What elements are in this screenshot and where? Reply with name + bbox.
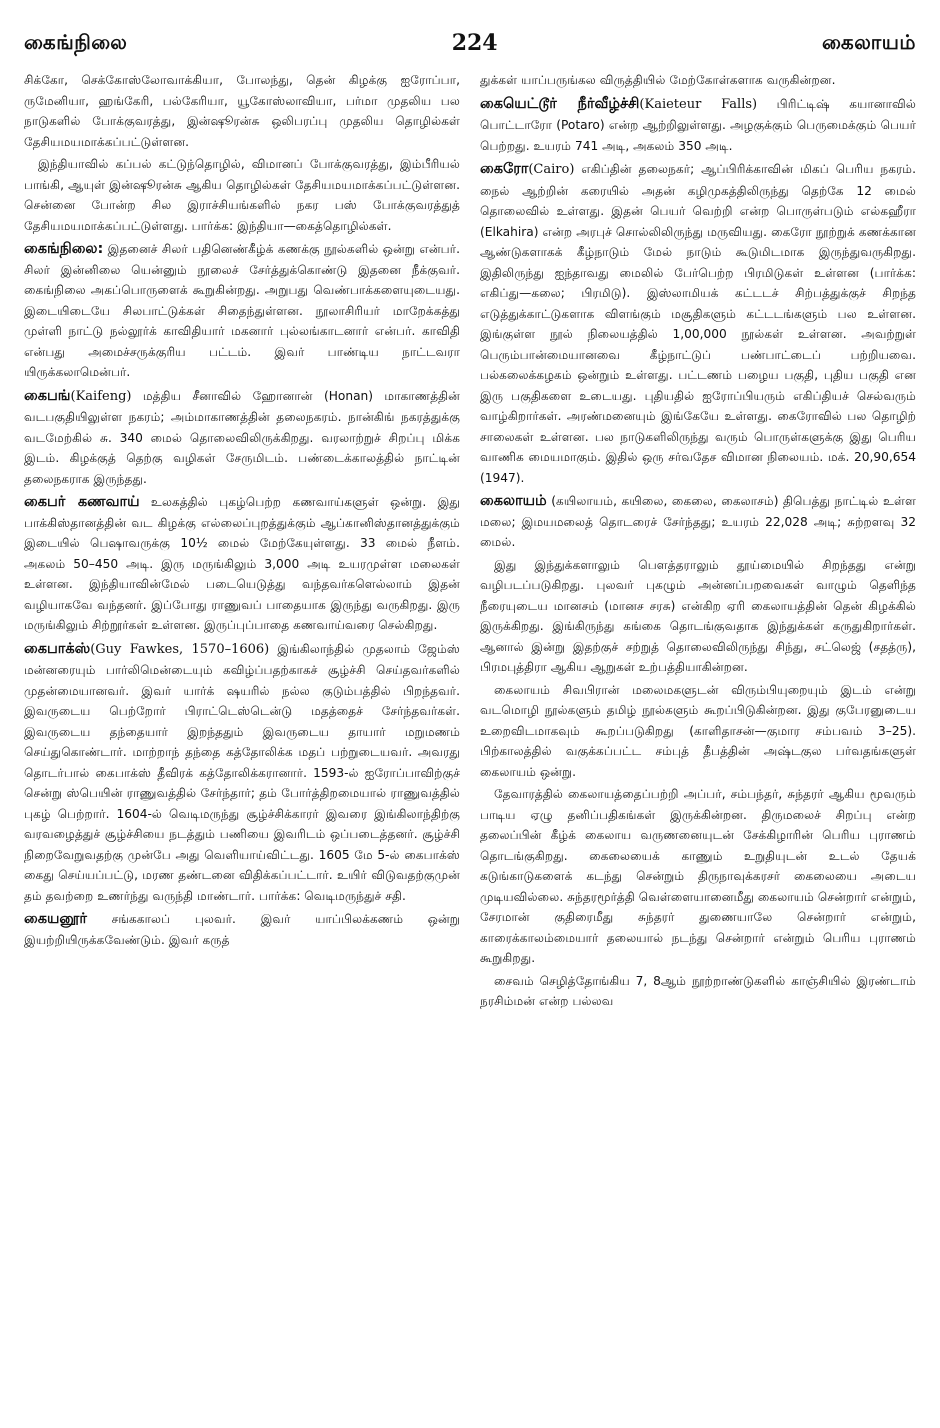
entry-body: சங்ககாலப் புலவர். இவர் யாப்பிலக்கணம் ஒன்று இயற்றியிருக்கவேண்டும். இவர் கருத்	[24, 912, 460, 947]
entry-headword: கைரோ	[480, 161, 529, 177]
left-column	[24, 70, 460, 1410]
continued-paragraph: சிக்கோ, செக்கோஸ்லோவாக்கியா, போலந்து, தென் கிழக்கு ஐரோப்பா, ருமேனியா, ஹங்கேரி, பல்கேரியா, யூகோஸ்லாவியா, பர்மா முதலிய பல நாடுகளில் போக்குவரத்து, இன்ஷூரன்சு ஒலிபரப்பு முதலிய தொழில்கள் தேசியமயமாக்கப்பட்டுள்ளன.	[24, 73, 460, 149]
entry-headword: கைங்நிலை:	[24, 241, 104, 257]
paragraph: கைலாயம் சிவபிரான் மலைமகளுடன் விரும்பியுறையும் இடம் என்று வடமொழி நூல்களும் தமிழ் நூல்களும் கூறப்பிடுகின்றன. இது குபேரனுடைய உறைவிடமாகவும் கூறப்படுகிறது (காளிதாசன்—குமார சம்பவம் 3–25). பிற்காலத்தில் வகுக்கப்பட்ட சம்புத் தீபத்தின் அஷ்டகுல பர்வதங்களுள் கைலாயம் ஒன்று.	[480, 682, 916, 779]
entry-headword: கைலாயம்	[480, 493, 547, 509]
page-header	[24, 26, 916, 60]
continued-paragraph: துக்கள் யாப்பருங்கல விருத்தியில் மேற்கோள்களாக வருகின்றன.	[480, 73, 836, 87]
encyclopedia-entry	[24, 909, 460, 950]
paragraph: சைவம் செழித்தோங்கிய 7, 8ஆம் நூற்றாண்டுகளில் காஞ்சியில் இரண்டாம் நரசிம்மன் என்ற பல்லவ	[480, 973, 916, 1008]
paragraph: இது இந்துக்களாலும் பௌத்தராலும் தூய்மையில் சிறந்தது என்று வழிபடப்படுகிறது. புலவர் புகழும் அன்னப்பறவைகள் வாழும் தெளிந்த நீரையுடைய மானசம் (மானச சரசு) என்கிற ஏரி கைலாயத்தின் தென் கிழக்கில் இருக்கிறது. இங்கிருந்து கங்கை தொடங்குவதாக இந்துக்கள் கருதுகிறார்கள். ஆனால் இன்று இதற்குச் சற்றுத் தொலைவிலிருந்து சிந்து, சட்லெஜ் (சதத்ரு), பிரமபுத்திரா ஆகிய ஆறுகள் உற்பத்தியாகின்றன.	[480, 557, 916, 674]
entry-headword: கைபங்	[24, 387, 71, 404]
encyclopedia-entry	[480, 159, 916, 488]
entry-body: (கயிலாயம், கயிலை, கைலை, கைலாசம்) திபெத்து நாட்டில் உள்ள மலை; இமயமலைத் தொடரைச் சேர்ந்தது; உயரம் 22,028 அடி; சுற்றளவு 32 மைல்.	[480, 494, 916, 549]
right-column	[480, 70, 916, 1410]
entry-body: எகிப்தின் தலைநகர்; ஆப்பிரிக்காவின் மிகப் பெரிய நகரம். நைல் ஆற்றின் கரையில் அதன் கழிமுகத்திலிருந்து தெற்கே 12 மைல் தொலைவில் உள்ளது. இதன் பெயர் வெற்றி என்ற பொருள்படும் எல்கஹீரா (Elkahira) என்ற அரபுச் சொல்லிலிருந்து மருவியது. கைரோ நூற்றுக் கணக்கான ஆண்டுகளாகக் கீழ்நாடும் மேல் நாடும் கூடுமிடமாக இருந்துவருகிறது. இதிலிருந்து ஐந்தாவது மைலில் பேர்பெற்ற பிரமிடுகள் உள்ளன (பார்க்க: எகிப்து—கலை; பிரமிடு). இஸ்லாமியக் கட்டடச் சிற்பத்துக்குச் சிறந்த எடுத்துக்காட்டுகளாக விளங்கும் மசூதிகளும் கட்டடங்களும் பல உள்ளன. இங்குள்ள நூல் நிலையத்தில் 1,00,000 நூல்கள் உள்ளன. அவற்றுள் பெரும்பான்மையானவை கீழ்நாட்டுப் பண்பாட்டைப் பற்றியவை. பல்கலைக்கழகம் ஒன்றும் உள்ளது. பட்டணம் பழைய பகுதி, புதிய பகுதி என இரு பகுதிகளை உடையது. புதியதில் ஐரோப்பியரும் எகிப்தியச் செல்வரும் வாழ்கிறார்கள். அரண்மனையும் இங்கேயே உள்ளது. கைரோவில் பல தொழிற் சாலைகள் உள்ளன. பல நாடுகளிலிருந்து வரும் பொருள்களுக்கு இது பெரிய வாணிக மையமாகும். இதில் ஒரு சர்வதேச விமான நிலையம். மக். 20,90,654 (1947).	[480, 162, 916, 485]
paragraph: இந்தியாவில் கப்பல் கட்டுந்தொழில், விமானப் போக்குவரத்து, இம்பீரியல் பாங்கி, ஆயுள் இன்ஷூரன்சு ஆகிய தொழில்கள் தேசியமயமாக்கப்பட்டுள்ளன. சென்னை போன்ற சில இராச்சியங்களில் நகர பஸ் போக்குவரத்துத் தேசியமயமாக்கப்பட்டுள்ளது. பார்க்க: இந்தியா—கைத்தொழில்கள்.	[24, 157, 460, 233]
entry-headword: கைபாக்ஸ்	[24, 640, 91, 657]
entry-latin-name: (Guy Fawkes, 1570–1606)	[90, 641, 270, 657]
encyclopedia-entry	[24, 239, 460, 383]
encyclopedia-entry	[480, 491, 916, 553]
encyclopedia-entry	[480, 94, 916, 157]
encyclopedia-entry	[24, 386, 460, 490]
page-number: 224	[451, 30, 498, 56]
entry-latin-name: (Kaieteur Falls)	[639, 96, 758, 112]
entry-headword: கையெட்டூர் நீர்வீழ்ச்சி	[480, 95, 640, 112]
encyclopedia-entry	[24, 492, 460, 636]
paragraph: தேவாரத்தில் கைலாயத்தைப்பற்றி அப்பர், சம்பந்தர், சுந்தரர் ஆகிய மூவரும் பாடிய ஏழு தனிப்பதிகங்கள் இருக்கின்றன. திருமலைச் சிறப்பு என்ற தலைப்பின் கீழ்க் கைலாய வருணனையுடன் சேக்கிழாரின் பெரிய புராணம் தொடங்குகிறது. கைலையைக் காணும் உறுதியுடன் உடல் தேயக் கடுங்காடுகளைக் கடந்து சென்றும் திருநாவுக்கரசர் கைலையை அடைய முடியவில்லை. சுந்தரமூர்த்தி வெள்ளையானைமீது கைலாயம் சென்றார் என்றும், சேரமான் குதிரைமீது சுந்தரர் துணையாலே சென்றார் என்றும், காரைக்காலம்மையார் தலையால் நடந்து சென்றார் என்றும் பெரிய புராணம் கூறுகிறது.	[480, 787, 916, 965]
entry-headword: கைபர் கணவாய்	[24, 494, 140, 510]
encyclopedia-entry	[24, 639, 460, 907]
entry-headword: கையனூர்	[24, 911, 87, 927]
entry-body: இங்கிலாந்தில் முதலாம் ஜேம்ஸ் மன்னரையும் பார்லிமென்டையும் கவிழ்ப்பதற்காகச் சூழ்ச்சி செய்தவர்களில் முதன்மையானவர். இவர் யார்க் ஷயரில் நல்ல குடும்பத்தில் பிறந்தவர். இவருடைய பெற்றோர் பிராட்டெஸ்டென்டு மதத்தைச் சேர்ந்தவர்கள். இவருடைய தந்தையார் இறந்ததும் இவருடைய தாயார் மறுமணம் செய்துகொண்டார். மாற்றாந் தந்தை கத்தோலிக்க மதப் பற்றுடையவர். அவரது தொடர்பால் கைபாக்ஸ் தீவிரக் கத்தோலிக்கரானார். 1593-ல் ஐரோப்பாவிற்குச் சென்று ஸ்பெயின் ராணுவத்தில் சேர்ந்தார்; தம் போர்த்திறமையால் ராணுவத்தில் புகழ் பெற்றார். 1604-ல் வெடிமருந்து சூழ்ச்சிக்காரர் இவரை இங்கிலாந்திற்கு வரவழைத்துச் சூழ்ச்சியை நடத்தும் பணியை இவரிடம் ஒப்படைத்தனர். சூழ்ச்சி நிறைவேறுவதற்கு முன்பே அது வெளியாய்விட்டது. 1605 மே 5-ல் கைபாக்ஸ் கைது செய்யப்பட்டு, மரண தண்டனை விதிக்கப்பட்டார். உயிர் விடுவதற்குமுன் தம் தவற்றை உணர்ந்து வருந்தி மாண்டார். பார்க்க: வெடிமருந்துச் சதி.	[24, 641, 460, 903]
text-columns	[24, 70, 916, 1410]
entry-latin-name: (Kaifeng)	[70, 388, 132, 404]
header-right-guide-word: கைலாயம்	[821, 29, 916, 54]
entry-latin-name: (Cairo)	[528, 162, 575, 177]
header-left-guide-word: கைங்நிலை	[24, 29, 128, 54]
entry-body: உலகத்தில் புகழ்பெற்ற கணவாய்களுள் ஒன்று. இது பாக்கிஸ்தானத்தின் வட கிழக்கு எல்லைப்புறத்துக்கும் ஆப்கானிஸ்தானத்துக்கும் இடையில் பெஷாவருக்கு 10½ மைல் மேற்கேயுள்ளது. 33 மைல் நீளம். அகலம் 50–450 அடி. இரு மருங்கிலும் 3,000 அடி உயரமுள்ள மலைகள் உள்ளன. இந்தியாவின்மேல் படையெடுத்து வந்தவர்களெல்லாம் இதன் வழியாகவே வந்தனர். இப்போது ராணுவப் பாதையாக இருந்து வருகிறது. இரு மருங்கிலும் சிற்றூர்கள் உள்ளன. இருப்புப்பாதை கணவாய்வரை செல்கிறது.	[24, 495, 460, 632]
entry-body: மத்திய சீனாவில் ஹோனான் (Honan) மாகாணத்தின் வடபகுதியிலுள்ள நகரம்; அம்மாகாணத்தின் தலைநகரம். நான்கிங் நகரத்துக்கு வடமேற்கில் சு. 340 மைல் தொலைவிலிருக்கிறது. வரலாற்றுச் சிறப்பு மிக்க இடம். கிழக்குத் தெற்கு வழிகள் சேருமிடம். பண்டைக்காலத்தில் நாட்டின் தலைநகராக இருந்தது.	[24, 388, 460, 486]
entry-body: பிரிட்டிஷ் கயானாவில் பொட்டாரோ (Potaro) என்ற ஆற்றிலுள்ளது. அழகுக்கும் பெருமைக்கும் பெயர் பெற்றது. உயரம் 741 அடி, அகலம் 350 அடி.	[480, 96, 916, 153]
entry-body: இதனைச் சிலர் பதினெண்கீழ்க் கணக்கு நூல்களில் ஒன்று என்பர். சிலர் இன்னிலை யென்னும் நூலைச் சேர்த்துக்கொண்டு இதனை நீக்குவர். கைங்நிலை அகப்பொருளைக் கூறுகின்றது. அறுபது வெண்பாக்களையுடையது. இடையிடையே சிலபாட்டுக்கள் சிதைந்துள்ளன. நூலாசிரியர் மாறேக்கத்து முள்ளி நாட்டு நல்லூர்க் காவிதியார் மகனார் புல்லங்காடனார் என்பர். காவிதி என்பது அமைச்சருக்குரிய பட்டம். இவர் பாண்டிய நாட்டவரா யிருக்கலாமென்பர்.	[24, 242, 460, 379]
